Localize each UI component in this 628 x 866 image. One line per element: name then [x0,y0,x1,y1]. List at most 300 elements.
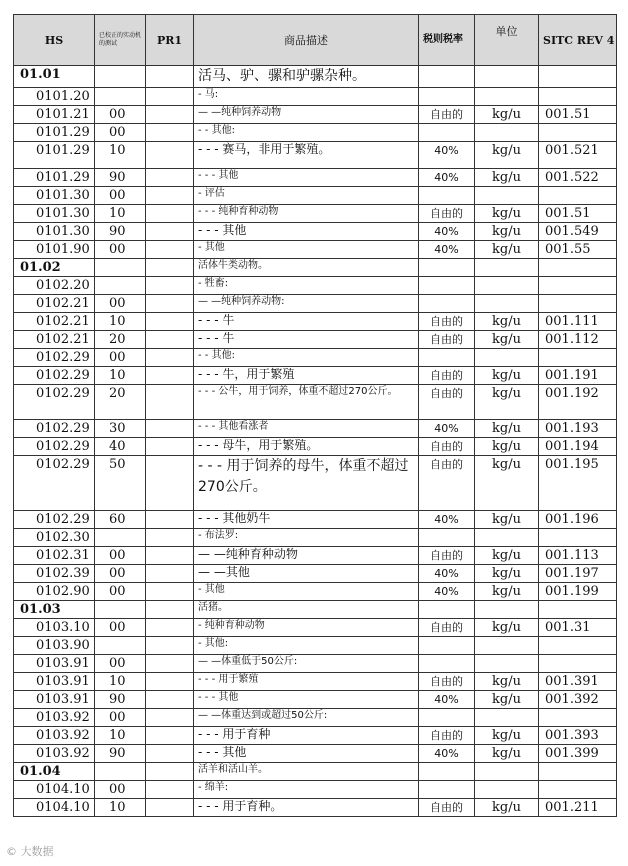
duty-rate-cell: 40% [419,241,475,259]
description-cell: - - - 公牛，用于饲养，体重不超过270公斤。 [194,385,419,420]
hs-code-cell: 0104.10 [14,781,95,799]
pr1-cell [146,745,194,763]
duty-rate-cell: 自由的 [419,205,475,223]
sitc-cell: 001.31 [539,619,617,637]
table-row [14,745,617,763]
description-cell: - - - 用于育种 [194,727,419,745]
pr1-cell [146,187,194,205]
duty-rate-cell: 自由的 [419,456,475,511]
hs-code-cell: 0101.30 [14,223,95,241]
pr1-cell [146,124,194,142]
hs-code-cell: 0101.29 [14,142,95,169]
unit-cell [475,187,539,205]
duty-rate-cell [419,637,475,655]
stat-code-cell: 00 [95,565,146,583]
sitc-cell [539,88,617,106]
pr1-cell [146,313,194,331]
unit-cell: kg/u [475,745,539,763]
description-cell: - 评估 [194,187,419,205]
pr1-cell [146,691,194,709]
pr1-cell [146,106,194,124]
stat-code-cell [95,259,146,277]
description-cell: - - - 其他 [194,745,419,763]
stat-code-cell: 10 [95,727,146,745]
table-row [14,277,617,295]
sitc-cell: 001.193 [539,420,617,438]
stat-code-cell: 20 [95,385,146,420]
unit-cell: kg/u [475,565,539,583]
stat-code-cell: 00 [95,619,146,637]
hs-code-cell: 0102.39 [14,565,95,583]
stat-code-cell [95,601,146,619]
unit-cell: kg/u [475,367,539,385]
sitc-cell: 001.111 [539,313,617,331]
stat-code-cell [95,529,146,547]
table-row [14,565,617,583]
table-row [14,511,617,529]
table-row [14,583,617,601]
table-row [14,420,617,438]
hs-code-cell: 0102.29 [14,456,95,511]
unit-cell [475,124,539,142]
duty-rate-cell: 自由的 [419,727,475,745]
table-row [14,655,617,673]
description-cell: - - - 用于育种。 [194,799,419,817]
sitc-cell [539,709,617,727]
description-cell: - - - 其他奶牛 [194,511,419,529]
unit-cell: kg/u [475,583,539,601]
hs-code-cell: 01.01 [14,66,95,88]
sitc-cell: 001.522 [539,169,617,187]
description-cell: - - - 其他看涨者 [194,420,419,438]
stat-code-cell: 00 [95,781,146,799]
table-row [14,313,617,331]
table-row [14,781,617,799]
sitc-cell: 001.549 [539,223,617,241]
duty-rate-cell [419,601,475,619]
hs-code-cell: 01.02 [14,259,95,277]
hs-code-cell: 0102.30 [14,529,95,547]
unit-cell [475,66,539,88]
pr1-cell [146,349,194,367]
heading-row [14,66,617,88]
table-row [14,295,617,313]
description-cell: 活羊和活山羊。 [194,763,419,781]
sitc-cell [539,637,617,655]
unit-cell: kg/u [475,547,539,565]
description-cell: - - - 母牛，用于繁殖。 [194,438,419,456]
pr1-cell [146,241,194,259]
duty-rate-cell [419,277,475,295]
duty-rate-cell: 40% [419,142,475,169]
unit-cell: kg/u [475,241,539,259]
pr1-cell [146,295,194,313]
hs-code-cell: 0103.92 [14,727,95,745]
description-cell: - 布法罗: [194,529,419,547]
stat-code-cell: 90 [95,691,146,709]
description-cell: - - 其他: [194,124,419,142]
table-row [14,187,617,205]
hs-code-cell: 0103.92 [14,709,95,727]
unit-cell [475,709,539,727]
hs-code-cell: 0102.29 [14,349,95,367]
stat-code-cell: 10 [95,205,146,223]
unit-cell [475,349,539,367]
unit-cell: kg/u [475,331,539,349]
sitc-cell [539,259,617,277]
description-cell: 活体牛类动物。 [194,259,419,277]
table-row [14,241,617,259]
sitc-cell [539,277,617,295]
description-cell: 活马、驴、骡和驴骡杂种。 [194,66,419,88]
description-cell: - - - 其他 [194,223,419,241]
header-sitc: SITC REV 4 [539,15,617,66]
description-cell: 活猪。 [194,601,419,619]
hs-code-cell: 0102.29 [14,385,95,420]
description-cell: - - - 牛 [194,313,419,331]
stat-code-cell: 10 [95,367,146,385]
description-cell: - - - 其他 [194,691,419,709]
unit-cell [475,655,539,673]
duty-rate-cell: 自由的 [419,331,475,349]
duty-rate-cell: 40% [419,691,475,709]
hs-code-cell: 0102.21 [14,313,95,331]
hs-code-cell: 01.04 [14,763,95,781]
table-row [14,637,617,655]
stat-code-cell [95,637,146,655]
stat-code-cell: 10 [95,673,146,691]
pr1-cell [146,223,194,241]
table-row [14,349,617,367]
table-row [14,727,617,745]
hs-code-cell: 0102.29 [14,420,95,438]
sitc-cell: 001.51 [539,106,617,124]
header-duty-rate: 税则税率 [419,15,475,66]
pr1-cell [146,655,194,673]
hs-code-cell: 0103.91 [14,673,95,691]
table-row [14,673,617,691]
sitc-cell: 001.55 [539,241,617,259]
sitc-cell: 001.51 [539,205,617,223]
stat-code-cell: 00 [95,655,146,673]
hs-code-cell: 0102.29 [14,511,95,529]
hs-code-cell: 0102.31 [14,547,95,565]
duty-rate-cell: 自由的 [419,547,475,565]
table-row [14,547,617,565]
table-row [14,223,617,241]
hs-code-cell: 0101.21 [14,106,95,124]
unit-cell: kg/u [475,313,539,331]
description-cell: - - - 牛，用于繁殖 [194,367,419,385]
stat-code-cell: 10 [95,142,146,169]
description-cell: - - - 其他 [194,169,419,187]
hs-code-cell: 01.03 [14,601,95,619]
unit-cell [475,637,539,655]
pr1-cell [146,420,194,438]
sitc-cell: 001.392 [539,691,617,709]
header-row [14,15,617,66]
duty-rate-cell [419,529,475,547]
duty-rate-cell: 自由的 [419,438,475,456]
sitc-cell [539,655,617,673]
description-cell: - - - 用于饲养的母牛，体重不超过270公斤。 [194,456,419,511]
hs-code-cell: 0103.10 [14,619,95,637]
table-row [14,205,617,223]
sitc-cell: 001.195 [539,456,617,511]
stat-code-cell: 40 [95,438,146,456]
sitc-cell [539,781,617,799]
sitc-cell: 001.194 [539,438,617,456]
duty-rate-cell: 自由的 [419,619,475,637]
table-row [14,124,617,142]
description-cell: - 其他 [194,583,419,601]
description-cell: - 绵羊: [194,781,419,799]
stat-code-cell: 90 [95,745,146,763]
stat-code-cell: 30 [95,420,146,438]
stat-code-cell: 00 [95,583,146,601]
duty-rate-cell: 自由的 [419,673,475,691]
sitc-cell: 001.197 [539,565,617,583]
description-cell: — —纯种饲养动物 [194,106,419,124]
table-row [14,106,617,124]
hs-code-cell: 0101.29 [14,124,95,142]
hs-code-cell: 0102.29 [14,438,95,456]
duty-rate-cell [419,349,475,367]
pr1-cell [146,438,194,456]
stat-code-cell: 00 [95,241,146,259]
unit-cell [475,277,539,295]
unit-cell [475,88,539,106]
heading-row [14,601,617,619]
unit-cell: kg/u [475,691,539,709]
duty-rate-cell: 自由的 [419,385,475,420]
pr1-cell [146,727,194,745]
sitc-cell [539,601,617,619]
stat-code-cell: 00 [95,106,146,124]
stat-code-cell: 00 [95,709,146,727]
description-cell: - 其他 [194,241,419,259]
table-row [14,529,617,547]
stat-code-cell: 50 [95,456,146,511]
header-description: 商品描述 [194,15,419,66]
sitc-cell [539,124,617,142]
unit-cell [475,295,539,313]
unit-cell [475,529,539,547]
stat-code-cell [95,277,146,295]
unit-cell: kg/u [475,438,539,456]
table-row [14,367,617,385]
hs-code-cell: 0102.21 [14,295,95,313]
sitc-cell [539,349,617,367]
duty-rate-cell [419,187,475,205]
sitc-cell [539,187,617,205]
hs-code-cell: 0101.20 [14,88,95,106]
unit-cell: kg/u [475,420,539,438]
unit-cell [475,259,539,277]
sitc-cell: 001.191 [539,367,617,385]
pr1-cell [146,709,194,727]
unit-cell: kg/u [475,223,539,241]
unit-cell: kg/u [475,727,539,745]
description-cell: - 纯种育种动物 [194,619,419,637]
duty-rate-cell: 自由的 [419,799,475,817]
duty-rate-cell [419,295,475,313]
header-unit: 单位 [475,15,539,66]
duty-rate-cell: 40% [419,223,475,241]
sitc-cell: 001.199 [539,583,617,601]
pr1-cell [146,547,194,565]
table-row [14,456,617,511]
description-cell: — —纯种育种动物 [194,547,419,565]
hs-code-cell: 0102.29 [14,367,95,385]
table-row [14,169,617,187]
unit-cell [475,601,539,619]
sitc-cell: 001.393 [539,727,617,745]
sitc-cell: 001.399 [539,745,617,763]
duty-rate-cell: 40% [419,169,475,187]
pr1-cell [146,511,194,529]
stat-code-cell: 60 [95,511,146,529]
pr1-cell [146,385,194,420]
unit-cell [475,763,539,781]
pr1-cell [146,673,194,691]
unit-cell: kg/u [475,385,539,420]
hs-code-cell: 0102.21 [14,331,95,349]
description-cell: — —体重达到或超过50公斤: [194,709,419,727]
description-cell: - - - 牛 [194,331,419,349]
duty-rate-cell [419,655,475,673]
stat-code-cell [95,763,146,781]
unit-cell: kg/u [475,456,539,511]
pr1-cell [146,259,194,277]
stat-code-cell: 00 [95,547,146,565]
unit-cell: kg/u [475,619,539,637]
stat-code-cell: 10 [95,313,146,331]
sitc-cell: 001.391 [539,673,617,691]
unit-cell: kg/u [475,511,539,529]
table-row [14,709,617,727]
hs-code-cell: 0101.30 [14,187,95,205]
table-row [14,88,617,106]
description-cell: - - - 用于繁殖 [194,673,419,691]
duty-rate-cell: 40% [419,420,475,438]
heading-row [14,259,617,277]
duty-rate-cell [419,88,475,106]
stat-code-cell: 10 [95,799,146,817]
stat-code-cell: 00 [95,124,146,142]
hs-code-cell: 0101.90 [14,241,95,259]
duty-rate-cell: 自由的 [419,367,475,385]
description-cell: - 其他: [194,637,419,655]
duty-rate-cell [419,709,475,727]
pr1-cell [146,169,194,187]
stat-code-cell [95,66,146,88]
description-cell: - - 其他: [194,349,419,367]
duty-rate-cell [419,259,475,277]
sitc-cell: 001.521 [539,142,617,169]
tariff-sheet [13,14,617,817]
table-row [14,385,617,420]
pr1-cell [146,781,194,799]
pr1-cell [146,565,194,583]
description-cell: — —纯种饲养动物: [194,295,419,313]
duty-rate-cell: 40% [419,565,475,583]
table-row [14,619,617,637]
stat-code-cell: 00 [95,349,146,367]
sitc-cell [539,66,617,88]
sitc-cell [539,763,617,781]
pr1-cell [146,142,194,169]
hs-code-cell: 0104.10 [14,799,95,817]
pr1-cell [146,637,194,655]
pr1-cell [146,331,194,349]
pr1-cell [146,601,194,619]
hs-code-cell: 0103.91 [14,655,95,673]
stat-code-cell: 00 [95,187,146,205]
pr1-cell [146,529,194,547]
pr1-cell [146,66,194,88]
table-row [14,331,617,349]
hs-code-cell: 0103.90 [14,637,95,655]
duty-rate-cell: 自由的 [419,106,475,124]
hs-code-cell: 0102.20 [14,277,95,295]
sitc-cell [539,295,617,313]
unit-cell: kg/u [475,142,539,169]
header-hs: HS [14,15,95,66]
description-cell: — —体重低于50公斤: [194,655,419,673]
pr1-cell [146,456,194,511]
stat-code-cell: 20 [95,331,146,349]
sitc-cell: 001.112 [539,331,617,349]
duty-rate-cell: 40% [419,583,475,601]
header-pr1: PR1 [146,15,194,66]
pr1-cell [146,799,194,817]
description-cell: - - - 赛马，非用于繁殖。 [194,142,419,169]
tariff-table [13,14,617,817]
stat-code-cell [95,88,146,106]
stat-code-cell: 90 [95,223,146,241]
description-cell: - - - 纯种育种动物 [194,205,419,223]
watermark: © 大数据 [6,845,54,858]
unit-cell [475,781,539,799]
stat-code-cell: 90 [95,169,146,187]
description-cell: - 牲畜: [194,277,419,295]
unit-cell: kg/u [475,106,539,124]
pr1-cell [146,583,194,601]
description-cell: - 马: [194,88,419,106]
pr1-cell [146,763,194,781]
duty-rate-cell [419,66,475,88]
unit-cell: kg/u [475,169,539,187]
table-row [14,438,617,456]
duty-rate-cell [419,124,475,142]
duty-rate-cell [419,781,475,799]
sitc-cell [539,529,617,547]
stat-code-cell: 00 [95,295,146,313]
table-row [14,142,617,169]
header-code-test: 已校正的实动机的测试 [95,15,146,66]
tariff-rows [14,66,617,817]
pr1-cell [146,367,194,385]
hs-code-cell: 0101.30 [14,205,95,223]
hs-code-cell: 0103.92 [14,745,95,763]
heading-row [14,763,617,781]
unit-cell: kg/u [475,205,539,223]
sitc-cell: 001.192 [539,385,617,420]
duty-rate-cell: 自由的 [419,313,475,331]
hs-code-cell: 0101.29 [14,169,95,187]
pr1-cell [146,205,194,223]
